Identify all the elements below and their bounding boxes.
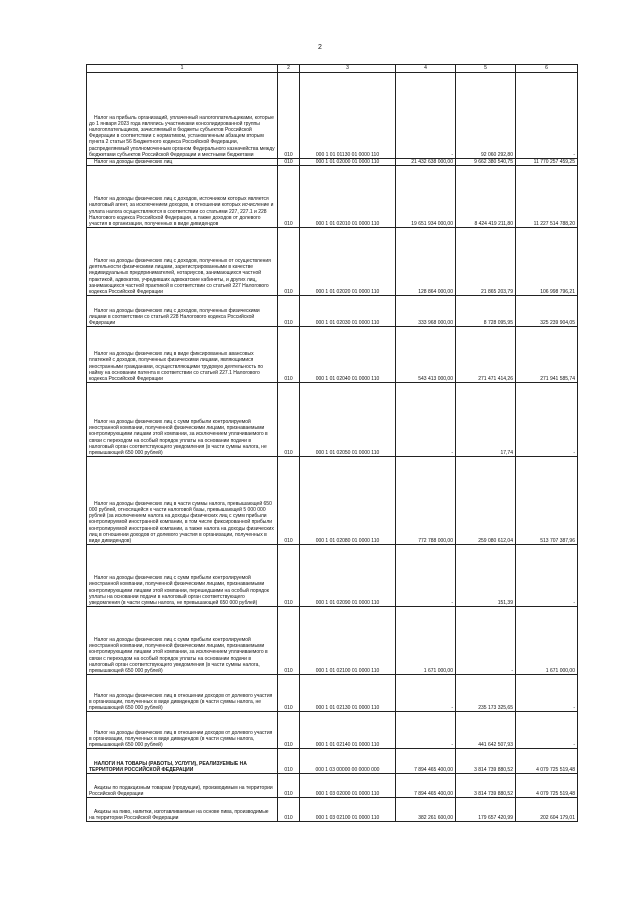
approved-amount: 772 788 000,00 [396,457,456,545]
executed-amount: 3 814 739 880,52 [456,774,516,798]
table-row [87,675,578,712]
table-header-row [87,65,578,73]
executed-amount: 9 662 380 540,75 [456,159,516,166]
budget-classification-code: 000 1 01 02040 01 0000 110 [300,327,396,383]
approved-amount: 1 671 000,00 [396,607,456,675]
unexecuted-amount: 202 604 179,01 [516,798,578,822]
table-row [87,545,578,607]
line-code: 010 [278,774,300,798]
table-row [87,166,578,228]
line-code: 010 [278,73,300,159]
row-name: Налог на доходы физических лиц с доходов, полученных от осуществления деятельности физическими лицами, зарегистрированными в качестве индивидуальных предпринимателей, нотариусов, занимающихся частной практикой, адвокатов, учредивших адвокатские кабинеты, и других лиц, занимающихся частной практикой в соответствии со статьей 227 Налогового кодекса Российской Федерации [87,228,278,296]
line-code: 010 [278,159,300,166]
unexecuted-amount: 11 770 257 459,25 [516,159,578,166]
approved-amount: - [396,383,456,457]
budget-classification-code: 000 1 01 02050 01 0000 110 [300,383,396,457]
executed-amount: - [456,607,516,675]
approved-amount: - [396,545,456,607]
line-code: 010 [278,457,300,545]
table-row [87,228,578,296]
table-row [87,457,578,545]
budget-classification-code: 000 1 01 02030 01 0000 110 [300,296,396,327]
unexecuted-amount: 106 998 796,21 [516,228,578,296]
unexecuted-amount: 1 671 000,00 [516,607,578,675]
row-name: Налог на доходы физических лиц с сумм прибыли контролируемой иностранной компании, полученной физическими лицами, признаваемыми контролирующими лицами этой компании, за исключением уплачиваемого в связи с переходом на особый порядок уплаты на основании подачи в налоговый орган соответствующего уведомления (в части суммы налога, превышающей 650 000 рублей) [87,607,278,675]
column-header: 4 [396,65,456,73]
table-row [87,749,578,774]
row-name: Налог на доходы физических лиц с доходов, источником которых является налоговый агент, за исключением доходов, в отношении которых исчисление и уплата налога осуществляются в соответствии со статьями 227, 227.1 и 228 Налогового кодекса Российской Федерации, а также доходов от долевого участия в организации, полученных в виде дивидендов [87,166,278,228]
approved-amount: - [396,712,456,749]
unexecuted-amount: - [516,73,578,159]
executed-amount: 8 728 095,95 [456,296,516,327]
revenue-execution-table [86,64,578,822]
line-code: 010 [278,607,300,675]
row-name: Налог на прибыль организаций, уплаченный налогоплательщиками, которые до 1 января 2023 года являлись участниками консолидированной группы налогоплательщиков, зачисляемый в бюджеты субъектов Российской Федерации в соответствии с нормативом, установленным абзацем вторым пункта 2 статьи 56 Бюджетного кодекса Российской Федерации, распределяемый уполномоченным органом Федерального казначейства между бюджетами субъектов Российской Федерации и местными бюджетами [87,73,278,159]
column-header: 1 [87,65,278,73]
executed-amount: 259 080 612,04 [456,457,516,545]
line-code: 010 [278,327,300,383]
executed-amount: 17,74 [456,383,516,457]
line-code: 010 [278,712,300,749]
table-row [87,774,578,798]
table-row [87,712,578,749]
unexecuted-amount: - [516,675,578,712]
executed-amount: 441 642 507,93 [456,712,516,749]
line-code: 010 [278,228,300,296]
page-number: 2 [318,44,322,51]
unexecuted-amount: - [516,712,578,749]
executed-amount: 235 173 325,65 [456,675,516,712]
budget-classification-code: 000 1 01 02020 01 0000 110 [300,228,396,296]
unexecuted-amount: - [516,383,578,457]
unexecuted-amount: 4 079 725 519,48 [516,749,578,774]
approved-amount: - [396,675,456,712]
table-body [87,73,578,822]
line-code: 010 [278,545,300,607]
row-name: Акцизы на пиво, напитки, изготавливаемые на основе пива, производимые на территории Российской Федерации [87,798,278,822]
budget-classification-code: 000 1 01 02010 01 0000 110 [300,166,396,228]
approved-amount: 543 413 000,00 [396,327,456,383]
column-header: 2 [278,65,300,73]
row-name: Налог на доходы физических лиц в части суммы налога, превышающей 650 000 рублей, относящейся к части налоговой базы, превышающей 5 000 000 рублей (за исключением налога на доходы физических лиц с сумм прибыли контролируемой иностранной компании, в том числе фиксированной прибыли контролируемой иностранной компании, а также налога на доходы физических лиц в отношении доходов от долевого участия в организации, полученных в виде дивидендов) [87,457,278,545]
budget-classification-code: 000 1 03 02100 01 0000 110 [300,798,396,822]
line-code: 010 [278,749,300,774]
row-name: Налог на доходы физических лиц в отношении доходов от долевого участия в организации, полученных в виде дивидендов (в части суммы налога, не превышающей 650 000 рублей) [87,675,278,712]
budget-classification-code: 000 1 03 00000 00 0000 000 [300,749,396,774]
executed-amount: 151,39 [456,545,516,607]
unexecuted-amount: 11 227 514 788,20 [516,166,578,228]
approved-amount: 333 968 000,00 [396,296,456,327]
line-code: 010 [278,166,300,228]
line-code: 010 [278,675,300,712]
row-name: Налог на доходы физических лиц с сумм прибыли контролируемой иностранной компании, полученной физическими лицами, признаваемыми контролирующими лицами этой компании, перешедшими на особый порядок уплаты на основании подачи в налоговый орган соответствующего уведомления (в части суммы налога, не превышающей 650 000 рублей) [87,545,278,607]
executed-amount: 271 471 414,26 [456,327,516,383]
row-name: Акцизы по подакцизным товарам (продукции), производимым на территории Российской Федерации [87,774,278,798]
budget-classification-code: 000 1 01 01130 01 0000 110 [300,73,396,159]
line-code: 010 [278,383,300,457]
approved-amount: 19 651 934 000,00 [396,166,456,228]
budget-classification-code: 000 1 01 02130 01 0000 110 [300,675,396,712]
row-name: Налог на доходы физических лиц в виде фиксированных авансовых платежей с доходов, полученных физическими лицами, являющимися иностранными гражданами, осуществляющими трудовую деятельность по найму на основании патента в соответствии со статьей 227.1 Налогового кодекса Российской Федерации [87,327,278,383]
table-row [87,159,578,166]
unexecuted-amount: 325 239 904,05 [516,296,578,327]
budget-classification-code: 000 1 01 02080 01 0000 110 [300,457,396,545]
budget-classification-code: 000 1 03 02000 01 0000 110 [300,774,396,798]
unexecuted-amount: 4 079 725 519,48 [516,774,578,798]
budget-classification-code: 000 1 01 02100 01 0000 110 [300,607,396,675]
executed-amount: 179 657 420,99 [456,798,516,822]
budget-classification-code: 000 1 01 02140 01 0000 110 [300,712,396,749]
executed-amount: 21 865 203,79 [456,228,516,296]
table-row [87,327,578,383]
line-code: 010 [278,798,300,822]
table-row [87,73,578,159]
table-row [87,296,578,327]
executed-amount: 3 814 739 880,52 [456,749,516,774]
column-header: 3 [300,65,396,73]
line-code: 010 [278,296,300,327]
approved-amount: - [396,73,456,159]
table-row [87,383,578,457]
row-name: НАЛОГИ НА ТОВАРЫ (РАБОТЫ, УСЛУГИ), РЕАЛИЗУЕМЫЕ НА ТЕРРИТОРИИ РОССИЙСКОЙ ФЕДЕРАЦИИ [87,749,278,774]
approved-amount: 21 432 638 000,00 [396,159,456,166]
executed-amount: 8 424 419 211,80 [456,166,516,228]
table-row [87,798,578,822]
approved-amount: 382 261 600,00 [396,798,456,822]
column-header: 5 [456,65,516,73]
unexecuted-amount: 271 941 585,74 [516,327,578,383]
executed-amount: 92 060 292,80 [456,73,516,159]
approved-amount: 128 864 000,00 [396,228,456,296]
approved-amount: 7 894 465 400,00 [396,749,456,774]
budget-classification-code: 000 1 01 02000 01 0000 110 [300,159,396,166]
approved-amount: 7 894 465 400,00 [396,774,456,798]
column-header: 6 [516,65,578,73]
row-name: Налог на доходы физических лиц [87,159,278,166]
unexecuted-amount: - [516,545,578,607]
table-row [87,607,578,675]
budget-classification-code: 000 1 01 02090 01 0000 110 [300,545,396,607]
unexecuted-amount: 513 707 387,96 [516,457,578,545]
row-name: Налог на доходы физических лиц с доходов, полученных физическими лицами в соответствии со статьей 228 Налогового кодекса Российской Федерации [87,296,278,327]
row-name: Налог на доходы физических лиц с сумм прибыли контролируемой иностранной компании, полученной физическими лицами, признаваемыми контролирующими лицами этой компании, за исключением уплачиваемого в связи с переходом на особый порядок уплаты на основании подачи в налоговый орган соответствующего уведомления (в части суммы налога, не превышающей 650 000 рублей) [87,383,278,457]
row-name: Налог на доходы физических лиц в отношении доходов от долевого участия в организации, полученных в виде дивидендов (в части суммы налога, превышающей 650 000 рублей) [87,712,278,749]
